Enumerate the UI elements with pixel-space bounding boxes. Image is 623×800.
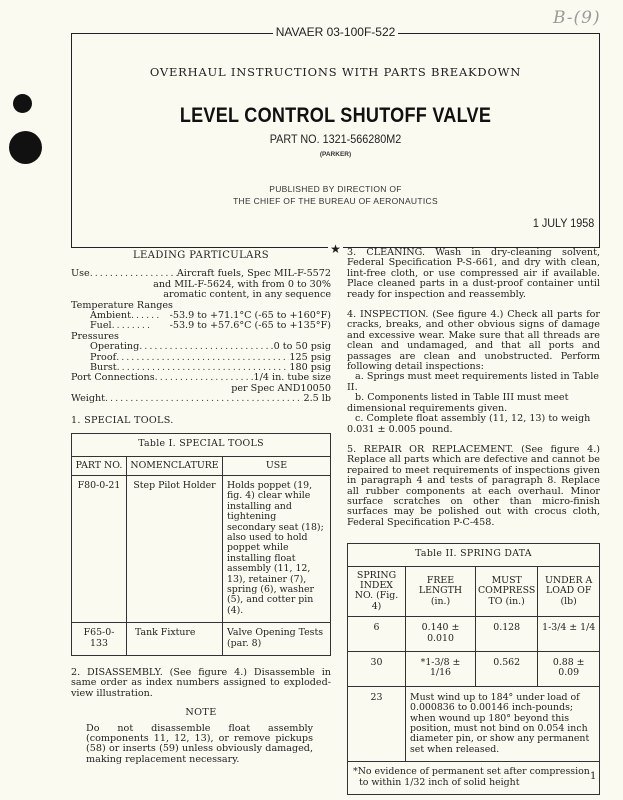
spec-subheading: Temperature Ranges <box>71 299 173 311</box>
table-footnote-row <box>348 762 600 795</box>
inspection-item-c: c. Complete float assembly (11, 12, 13) to weigh 0.031 ± 0.005 pound. <box>347 413 591 435</box>
paragraph-disassembly: 2. DISASSEMBLY. (See figure 4.) Disassemble in same order as index numbers assigned to exploded-view illustration. <box>71 667 331 699</box>
series-title: OVERHAUL INSTRUCTIONS WITH PARTS BREAKDOWN <box>149 65 522 79</box>
handwritten-mark: B-(9) <box>553 8 601 28</box>
column-header: PART NO. <box>72 456 127 475</box>
spec-row-use: Use ..... Aircraft fuels, Spec MIL-F-5572 <box>71 269 331 279</box>
binder-hole <box>9 131 42 164</box>
column-header: MUST COMPRESS TO (in.) <box>476 566 538 617</box>
page-title: LEVEL CONTROL SHUTOFF VALVE <box>179 104 492 127</box>
table-row: F65-0-133 Tank Fixture Valve Opening Tests (par. 8) <box>72 623 331 656</box>
section-heading-special-tools: 1. SPECIAL TOOLS. <box>71 414 174 426</box>
right-column <box>347 248 600 795</box>
leading-particulars: LEADING PARTICULARS Use ..... Aircraft fuels, Spec MIL-F-5572 and MIL-F-5624, with from 0 to 30% aromatic content, in any sequence Temperature Ranges Ambient ..... -53.9 to +71.1°C (-65 to +160°F) Fuel ..... -53.9 to +57.6°C (-65 to +135°F) Pressures Operating ..... 0 to 50 psig Proof ..... 125 psig Burst ..... 180 psig Port Connections ..... 1/4 in. tube size per Spec AND10050 Weight ..... 2.5 lb <box>71 251 331 405</box>
document-number: NAVAER 03-100F-522 <box>72 25 599 39</box>
publisher-statement: PUBLISHED BY DIRECTION OF THE CHIEF OF THE BUREAU OF AERONAUTICS <box>233 184 438 206</box>
page-number: 1 <box>590 771 597 782</box>
spec-subheading: Pressures <box>71 330 119 342</box>
paragraph-cleaning: 3. CLEANING. Wash in dry-cleaning solvent, Federal Specification P-S-661, and dry with clean, lint-free cloth, or use compressed air if available. Place cleaned parts in a dust-proof container until ready for inspection and reassembly. <box>347 247 600 300</box>
spec-row-proof: Proof ..... 125 psig <box>71 353 331 363</box>
left-column <box>71 248 331 765</box>
paragraph-repair: 5. REPAIR OR REPLACEMENT. (See figure 4.) Replace all parts which are defective and cannot be repaired to meet requirements of inspections given in paragraph 4 and tests of paragraph 8. Replace all rubber components at each overhaul. Minor surface scratches on other than micro-finish surfaces may be polished out with crocus cloth, Federal Specification P-C-458. <box>347 443 600 528</box>
inspection-item-b: b. Components listed in Table III must meet dimensional requirements given. <box>347 392 569 414</box>
table-row: 6 0.140 ± 0.010 0.128 1-3/4 ± 1/4 <box>348 617 600 652</box>
star-icon: ★ <box>330 242 341 256</box>
spring-data-table <box>347 543 600 795</box>
table-caption: Table I. SPECIAL TOOLS <box>72 434 331 456</box>
column-header: UNDER A LOAD OF (lb) <box>538 566 600 617</box>
column-header: NOMENCLATURE <box>127 456 223 475</box>
spec-row-burst: Burst ..... 180 psig <box>71 363 331 373</box>
table-row: 30 *1-3/8 ± 1/16 0.562 0.88 ± 0.09 <box>348 652 600 687</box>
table-row: 23 Must wind up to 184° under load of 0.000836 to 0.00146 inch-pounds; when wound up 180° beyond this position, must not bind on 0.054 inch diameter pin, or show any permanent set when released. <box>348 686 600 761</box>
spec-row-weight: Weight ..... 2.5 lb <box>71 394 331 404</box>
section-heading: LEADING PARTICULARS <box>133 250 269 261</box>
table-footnote: *No evidence of permanent set after compression to within 1/32 inch of solid height <box>353 766 590 788</box>
note-heading: NOTE <box>185 707 217 719</box>
spec-row-ambient: Ambient ..... -53.9 to +71.1°C (-65 to +160°F) <box>71 311 331 321</box>
special-tools-table <box>71 433 331 656</box>
table-caption: Table II. SPRING DATA <box>348 544 600 566</box>
column-header: SPRING INDEX NO. (Fig. 4) <box>348 566 406 617</box>
column-header: USE <box>223 456 331 475</box>
part-number: PART NO. 1321-566280M2 <box>269 132 402 146</box>
note-body: Do not disassemble float assembly (components 11, 12, 13), or remove pickups (58) or inserts (59) unless obviously damaged, making replacement necessary. <box>86 722 313 765</box>
manufacturer: (PARKER) <box>319 151 352 158</box>
spec-row-operating: Operating ..... 0 to 50 psig <box>71 342 331 352</box>
binder-hole <box>13 94 32 113</box>
table-row: F80-0-21 Step Pilot Holder Holds poppet (19, fig. 4) clear while installing and tightening secondary seat (18); also used to hold poppet while installing float assembly (11, 12, 13), retainer (7), spring (6), washer (5), and cotter pin (4). <box>72 475 331 622</box>
spec-row-port: Port Connections ..... 1/4 in. tube size <box>71 373 331 383</box>
paragraph-inspection: 4. INSPECTION. (See figure 4.) Check all parts for cracks, breaks, and other obvious signs of damage and excessive wear. Make sure that all threads are clean and undamaged, and that all ports and passages are clean and unobstructed. Perform following detail inspections: <box>347 309 600 373</box>
spec-row-fuel: Fuel ..... -53.9 to +57.6°C (-65 to +135°F) <box>71 321 331 331</box>
publication-date: 1 JULY 1958 <box>532 216 594 230</box>
inspection-item-a: a. Springs must meet requirements listed in Table II. <box>347 371 599 393</box>
column-header: FREE LENGTH (in.) <box>406 566 476 617</box>
